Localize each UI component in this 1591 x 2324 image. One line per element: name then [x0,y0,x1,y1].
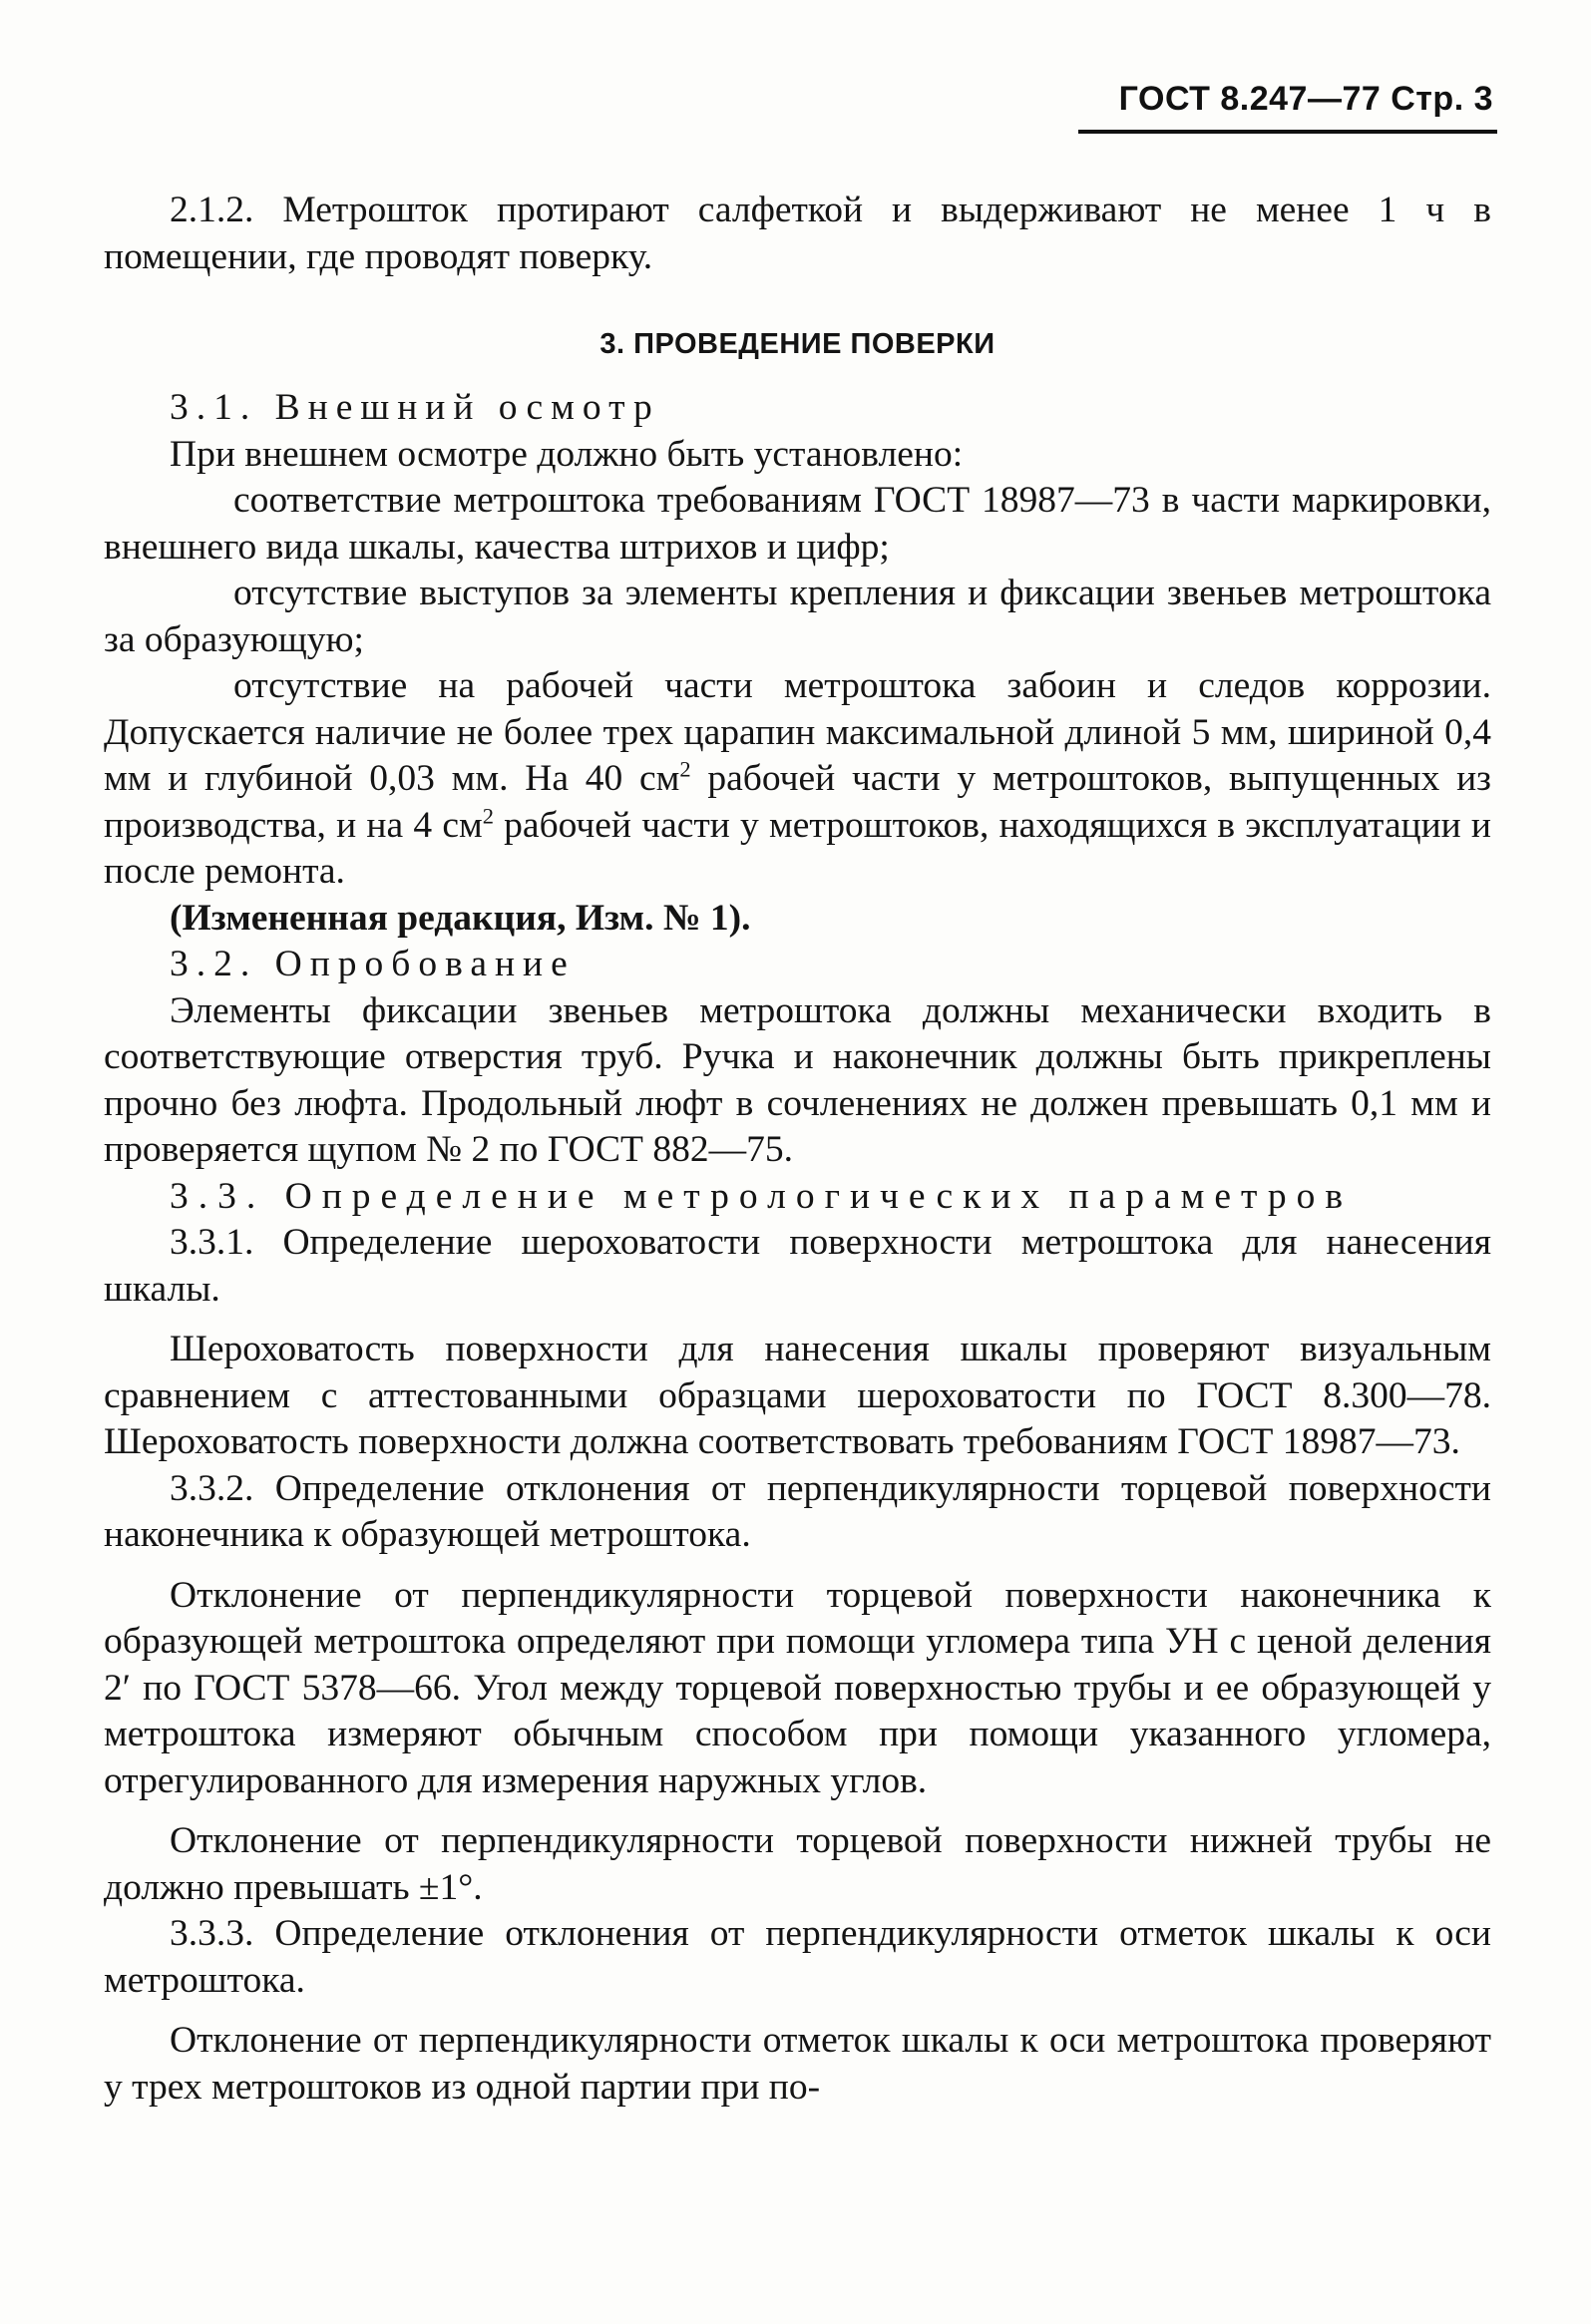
section-title: 3. ПРОВЕДЕНИЕ ПОВЕРКИ [599,328,995,360]
header-rule [1078,130,1497,134]
paragraph-3-3-2-title: 3.3.2. Определение отклонения от перпендикулярности торцевой поверхности наконечника к образующей метроштока. [104,1467,1491,1555]
paragraph-3-1-intro: При внешнем осмотре должно быть установлено: [170,433,964,475]
paragraph-3-3-1-text: Шероховатость поверхности для нанесения шкалы проверяют визуальным сравнением с аттестованными образцами шероховатости по ГОСТ 8.300—78. Шероховатость поверхности должна соответствовать требованиям ГОСТ 18987—73. [104,1329,1491,1462]
heading-3-1: 3.1. Внешний осмотр [170,387,660,428]
list-item-3-text-a: отсутствие на рабочей части метроштока забоин и следов коррозии. Допускается наличие не более трех царапин максимальной длиной 5 мм, шириной 0,4 мм и глубиной 0,03 мм. На 40 см [104,665,1491,799]
paragraph-3-3-3-text: Отклонение от перпендикулярности отметок шкалы к оси метроштока проверяют у трех метроштоков из одной партии при по- [104,2020,1491,2108]
list-item-1: соответствие метроштока требованиям ГОСТ 18987—73 в части маркировки, внешнего вида шкалы, качества штрихов и цифр; [104,480,1491,568]
paragraph-3-3-2-text-1: Отклонение от перпендикулярности торцевой поверхности наконечника к образующей метроштока определяют при помощи угломера типа УН с ценой деления 2′ по ГОСТ 5378—66. Угол между торцевой поверхностью трубы и ее образующей у метроштока измеряют обычным способом при помощи указанного угломера, отрегулированного для измерения наружных углов. [104,1574,1491,1801]
page-header: ГОСТ 8.247—77 Стр. 3 [1118,80,1493,118]
list-item-3-text-c: рабочей части у метроштоков, находящихся в эксплуатации и после ремонта. [104,804,1492,892]
heading-3-2: 3.2. Опробование [170,944,576,984]
paragraph-2-1-2: 2.1.2. Метрошток протирают салфеткой и выдерживают не менее 1 ч в помещении, где проводят поверку. [104,190,1491,277]
superscript-2-b: 2 [482,803,494,828]
paragraph-3-3-2-text-2: Отклонение от перпендикулярности торцевой поверхности нижней трубы не должно превышать ±1°. [104,1820,1491,1908]
paragraph-3-3-3-title: 3.3.3. Определение отклонения от перпендикулярности отметок шкалы к оси метроштока. [104,1913,1491,2001]
list-item-3-text-b: рабочей части у метроштоков, выпущенных из производства, и на 4 см [104,758,1491,846]
heading-3-3: 3.3. Определение метрологических параметров [170,1175,1354,1217]
list-item-2: отсутствие выступов за элементы крепления и фиксации звеньев метроштока за образующую; [104,573,1491,660]
paragraph-3-2: Элементы фиксации звеньев метроштока должны механически входить в соответствующие отверстия труб. Ручка и наконечник должны быть прикреплены прочно без люфта. Продольный люфт в сочленениях не должен превышать 0,1 мм и проверяется щупом № 2 по ГОСТ 882—75. [104,989,1491,1170]
paragraph-3-3-1-title: 3.3.1. Определение шероховатости поверхности метроштока для нанесения шкалы. [104,1222,1491,1310]
superscript-2-a: 2 [679,756,691,782]
document-body [104,188,1491,2111]
amendment-note: (Измененная редакция, Изм. № 1). [170,897,751,939]
list-item-3 [104,663,1491,896]
